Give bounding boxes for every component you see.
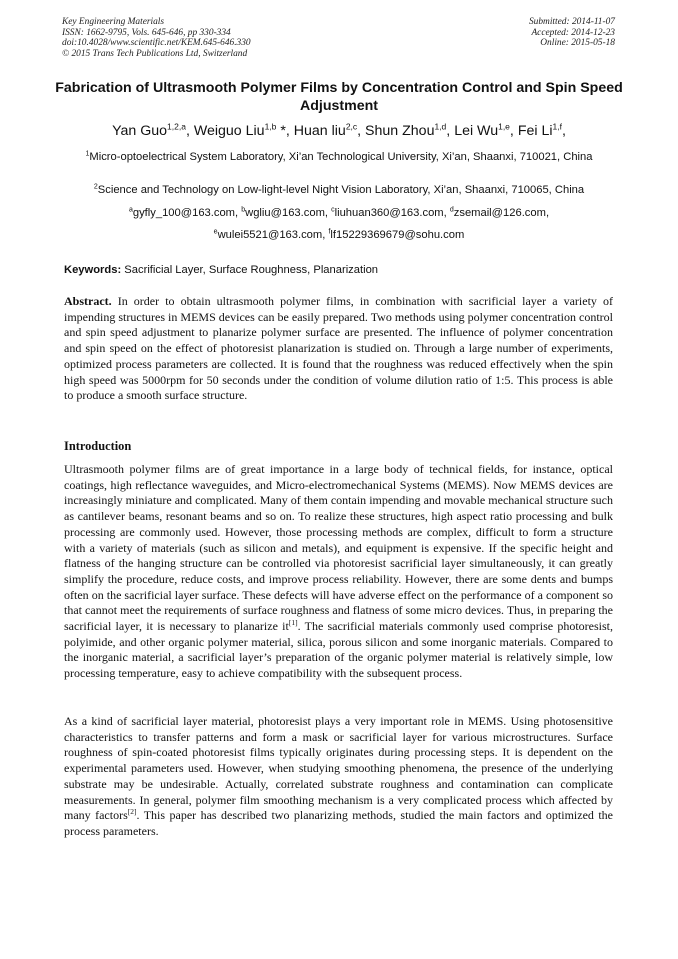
journal-issn: ISSN: 1662-9795, Vols. 645-646, pp 330-334 [62,27,231,38]
author-list [40,122,638,140]
online-date: Online: 2015-05-18 [540,38,615,49]
author-name: Shun Zhou [365,123,435,139]
author-sep: , [357,123,366,139]
email-address[interactable]: lf15229369679@sohu.com [330,229,465,241]
author-name: Yan Guo [112,123,168,139]
intro-paragraph-2 [64,714,613,840]
email-mark: d [449,206,454,214]
affiliation-1 [60,150,618,165]
journal-doi: doi:10.4028/www.scientific.net/KEM.645-646.330 [62,38,251,49]
journal-info [62,17,251,59]
intro-paragraph-1 [64,462,613,682]
keywords [64,263,378,277]
email-line-2 [60,228,618,242]
author-affil: 2,c [345,121,358,132]
author-sep: , [185,123,194,139]
abstract-label: Abstract. [64,294,112,308]
affiliation-2 [60,183,618,198]
author-name: Huan liu [293,123,346,139]
author-sep: , [509,123,518,139]
section-heading-introduction: Introduction [64,439,132,453]
author-name: Lei Wu [454,123,499,139]
affiliation-text: Micro-optoelectrical System Laboratory, Xi’an Technological University, Xi’an, Shaanxi, 710021, China [89,151,593,163]
email-mark: f [328,228,331,236]
author-affil: 1,b [264,121,277,132]
journal-name: Key Engineering Materials [62,17,165,27]
email-mark: b [241,206,246,214]
email-line-1 [60,206,618,220]
author-affil: 1,f [552,121,562,132]
submission-dates [529,17,615,49]
author-affil: 1,d [434,121,447,132]
email-address[interactable]: wgliu@163.com, [245,207,332,219]
email-mark: e [213,228,218,236]
paragraph-text: . The sacrificial materials commonly used comprise photoresist, polyimide, and other organic polymer material, silica, porous silicon and some inorganic materials. Compared to the inorganic material, a sacrificial layer’s preparation of the organic polymer material is relatively simple, low processing temperature, easy to achieve compatibility with the subsequent process. [64,619,614,681]
paragraph-text: Ultrasmooth polymer films are of great importance in a large body of technical fields, for instance, optical coatings, high reflectance waveguides, and Micro-electromechanical Systems (MEMS). Now MEMS devices are increasingly miniature and complicated. Many of them contain impending and movable mechanical structure such as cantilever beams, resonant beams and so on. To realize these structures, high aspect ratio processing and bulk processing are commonly used. However, those processing methods are complex, difficult to form a structure with a variety of materials (such as silicon and metals), and equipment is expensive. If the specific height and flatness of the hanging structure can be controlled via photoresist sacrificial layer simultaneously, it can greatly simplify the procedure, reduce costs, and improve process reliability. However, there are some dents and bumps often on the sacrificial layer surface. These defects will have adverse effect on the performance of a component so that cannot meet the requirements of surface roughness and flatness of some micro devices. Thus, in preparing the sacrificial layer, it is necessary to planarize it [64,462,613,634]
author-affil: 1,e [498,121,510,132]
keywords-label: Keywords: [64,264,122,276]
email-address[interactable]: gyfly_100@163.com, [132,207,242,219]
email-address[interactable]: zsemail@126.com, [453,207,550,219]
author-sep: , [446,123,455,139]
paragraph-text: As a kind of sacrificial layer material, photoresist plays a very important role in MEMS. Using photosensitive characteristics to transfer patterns and form a mask or sacrificial layer for various microstructures. Surface roughness of spin-coated photoresist films typically originates during processing steps. It is dependent on the experimental parameters used. However, when studying smoothing phenomena, the presence of the underlying substrate may be undesirable. Actually, correlated substrate roughness and contamination can complicate measurements. In general, polymer film smoothing mechanism is a very complicated process which affected by many factors [64,714,613,823]
author-affil: 1,2,a [167,121,186,132]
email-mark: a [128,206,133,214]
abstract [64,294,613,404]
journal-copyright: © 2015 Trans Tech Publications Ltd, Switzerland [62,48,248,59]
author-sep: *, [276,123,294,139]
citation-ref[interactable]: [2] [127,807,137,817]
affiliation-mark: 1 [85,150,90,158]
submitted-date: Submitted: 2014-11-07 [528,17,615,27]
author-sep: , [561,123,566,139]
accepted-date: Accepted: 2014-12-23 [531,27,615,38]
email-address[interactable]: wulei5521@163.com, [217,229,329,241]
abstract-text: In order to obtain ultrasmooth polymer films, in combination with sacrificial layer a variety of impending structures in MEMS devices can be easily prepared. Two methods using polymer concentration control and spin speed adjustment to planarize polymer surface are presented. The influence of polymer concentration and spin speed on the effect of photoresist planarization is studied on. Through a large number of experiments, optimized process parameters are collected. It is found that the roughness was reduced effectively when the spin high speed was 5000rpm for 50 seconds under the condition of volume dilution ratio of 1:5. This process is able to produce a smooth surface structure. [64,294,613,403]
email-mark: c [331,206,335,214]
author-name: Weiguo Liu [193,123,265,139]
affiliation-mark: 2 [93,183,98,191]
paper-title: Fabrication of Ultrasmooth Polymer Films by Concentration Control and Spin Speed Adjustment [55,80,623,114]
author-name: Fei Li [517,123,553,139]
affiliation-text: Science and Technology on Low-light-level Night Vision Laboratory, Xi’an, Shaanxi, 710065, China [97,184,585,196]
citation-ref[interactable]: [1] [288,618,298,628]
paragraph-text: . This paper has described two planarizing methods, studied the main factors and optimized the process parameters. [64,808,613,838]
email-address[interactable]: liuhuan360@163.com, [334,207,450,219]
keywords-text: Sacrificial Layer, Surface Roughness, Planarization [121,264,379,276]
